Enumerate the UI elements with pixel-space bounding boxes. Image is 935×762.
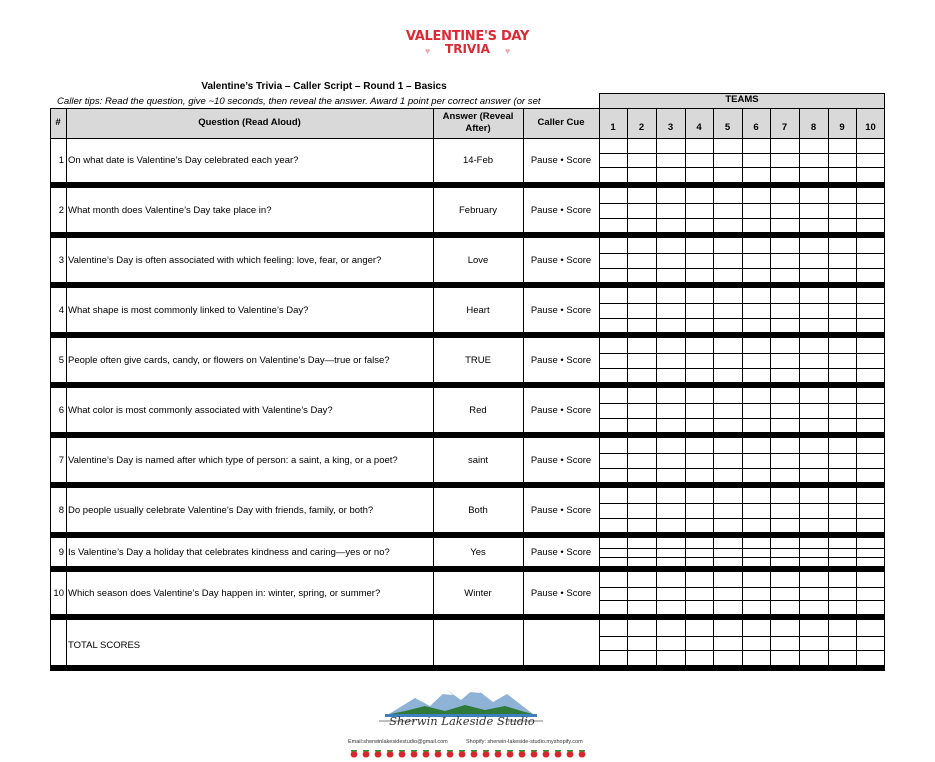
question-number: 1 <box>58 154 64 166</box>
score-cell[interactable] <box>713 189 742 232</box>
score-cell[interactable] <box>828 539 856 566</box>
score-cell[interactable] <box>627 189 656 232</box>
score-cell[interactable] <box>627 489 656 532</box>
score-cell[interactable] <box>627 389 656 432</box>
score-cell[interactable] <box>828 339 856 382</box>
score-cell[interactable] <box>770 339 799 382</box>
studio-name: Sherwin Lakeside Studio <box>389 714 535 728</box>
question-number: 4 <box>58 305 64 316</box>
score-cell[interactable] <box>656 573 685 614</box>
score-cell[interactable] <box>627 539 656 566</box>
question-number: 8 <box>58 505 64 516</box>
team-column-line <box>599 93 600 671</box>
score-cell[interactable] <box>828 489 856 532</box>
column-line <box>66 108 67 671</box>
score-cell[interactable] <box>713 489 742 532</box>
team-header-5: 5 <box>713 108 742 138</box>
question-text: Do people usually celebrate Valentine’s Day with friends, family, or both? <box>68 505 374 516</box>
row-separator <box>50 432 885 438</box>
score-cell[interactable] <box>742 239 770 282</box>
score-cell[interactable] <box>599 189 627 232</box>
score-cell[interactable] <box>799 489 828 532</box>
score-cell[interactable] <box>742 189 770 232</box>
score-cell[interactable] <box>742 339 770 382</box>
header-line <box>599 108 885 109</box>
caller-cue: Pause • Score <box>530 355 592 366</box>
score-cell[interactable] <box>742 289 770 332</box>
strawberry-icon <box>555 750 562 758</box>
strawberry-icon <box>351 750 358 758</box>
strawberry-icon <box>495 750 502 758</box>
team-header-7: 7 <box>770 108 799 138</box>
score-cell[interactable] <box>770 573 799 614</box>
heart-icon: ♥ <box>425 46 431 56</box>
score-cell[interactable] <box>770 389 799 432</box>
score-cell[interactable] <box>656 339 685 382</box>
caller-cue: Pause • Score <box>530 255 592 266</box>
score-cell[interactable] <box>799 289 828 332</box>
strawberry-icon <box>423 750 430 758</box>
question-number: 5 <box>58 355 64 366</box>
shop-link: Shopify: sherwin-lakeside-studio.myshopify.com <box>466 739 583 745</box>
score-cell[interactable] <box>627 339 656 382</box>
total-score-cell[interactable] <box>828 621 856 665</box>
question-number: 2 <box>58 205 64 216</box>
caller-cue: Pause • Score <box>530 405 592 416</box>
strawberry-icon <box>459 750 466 758</box>
score-cell[interactable] <box>685 138 713 182</box>
team-header-10: 10 <box>856 108 885 138</box>
team-header-4: 4 <box>685 108 713 138</box>
caller-cue: Pause • Score <box>530 205 592 216</box>
score-cell[interactable] <box>770 439 799 482</box>
header-teams: TEAMS <box>599 93 885 108</box>
score-cell[interactable] <box>713 439 742 482</box>
strawberry-icon <box>375 750 382 758</box>
score-cell[interactable] <box>799 439 828 482</box>
header-cue: Caller Cue <box>523 108 599 138</box>
total-score-cell[interactable] <box>856 621 885 665</box>
score-cell[interactable] <box>799 239 828 282</box>
answer-text: Yes <box>470 547 486 558</box>
score-cell[interactable] <box>599 573 627 614</box>
score-cell[interactable] <box>713 539 742 566</box>
total-score-cell[interactable] <box>656 621 685 665</box>
score-cell[interactable] <box>770 289 799 332</box>
score-cell[interactable] <box>713 339 742 382</box>
question-number: 10 <box>53 588 64 599</box>
team-header-9: 9 <box>828 108 856 138</box>
score-cell[interactable] <box>770 539 799 566</box>
question-text: What shape is most commonly linked to Valentine’s Day? <box>68 305 309 316</box>
score-cell[interactable] <box>627 439 656 482</box>
question-text: What month does Valentine’s Day take place in? <box>68 205 272 216</box>
score-cell[interactable] <box>599 239 627 282</box>
question-text: Valentine’s Day is named after which type of person: a saint, a king, or a poet? <box>68 455 398 466</box>
score-cell[interactable] <box>742 439 770 482</box>
row-separator <box>50 232 885 238</box>
score-cell[interactable] <box>856 539 885 566</box>
strawberry-icon <box>363 750 370 758</box>
total-score-cell[interactable] <box>770 621 799 665</box>
score-cell[interactable] <box>856 389 885 432</box>
caller-cue: Pause • Score <box>530 505 592 516</box>
team-column-line <box>742 108 743 671</box>
score-cell[interactable] <box>599 439 627 482</box>
score-cell[interactable] <box>856 573 885 614</box>
team-header-1: 1 <box>599 108 627 138</box>
score-cell[interactable] <box>742 573 770 614</box>
team-column-line <box>828 108 829 671</box>
strawberry-icon <box>483 750 490 758</box>
score-cell[interactable] <box>599 539 627 566</box>
row-separator <box>50 566 885 572</box>
score-cell[interactable] <box>685 389 713 432</box>
total-score-cell[interactable] <box>599 621 627 665</box>
total-score-cell[interactable] <box>627 621 656 665</box>
header-line <box>599 93 885 94</box>
total-score-cell[interactable] <box>799 621 828 665</box>
total-score-cell[interactable] <box>685 621 713 665</box>
score-cell[interactable] <box>713 138 742 182</box>
question-number: 9 <box>58 547 64 558</box>
score-cell[interactable] <box>713 389 742 432</box>
strawberry-icon <box>447 750 454 758</box>
team-column-line <box>713 108 714 671</box>
score-cell[interactable] <box>799 189 828 232</box>
question-text: On what date is Valentine’s Day celebrated each year? <box>68 154 299 166</box>
row-separator <box>50 482 885 488</box>
answer-text: 14-Feb <box>462 154 494 166</box>
question-text: Is Valentine’s Day a holiday that celebrates kindness and caring—yes or no? <box>68 547 390 558</box>
column-line <box>433 108 434 671</box>
score-cell[interactable] <box>685 239 713 282</box>
answer-text: Red <box>469 405 487 416</box>
question-text: Valentine’s Day is often associated with which feeling: love, fear, or anger? <box>68 255 382 266</box>
score-cell[interactable] <box>627 138 656 182</box>
strawberry-icon <box>507 750 514 758</box>
score-cell[interactable] <box>799 138 828 182</box>
strawberry-icon <box>519 750 526 758</box>
row-separator <box>50 332 885 338</box>
score-cell[interactable] <box>685 289 713 332</box>
heart-icon: ♥ <box>505 46 511 56</box>
sheet-title: Valentine’s Trivia – Caller Script – Round 1 – Basics <box>201 81 447 92</box>
score-cell[interactable] <box>599 389 627 432</box>
score-cell[interactable] <box>828 389 856 432</box>
score-cell[interactable] <box>856 138 885 182</box>
team-header-6: 6 <box>742 108 770 138</box>
score-cell[interactable] <box>770 189 799 232</box>
header-line <box>50 138 885 139</box>
answer-text: Both <box>468 505 488 516</box>
score-cell[interactable] <box>627 573 656 614</box>
score-cell[interactable] <box>742 489 770 532</box>
score-cell[interactable] <box>828 289 856 332</box>
answer-text: saint <box>467 455 489 466</box>
score-cell[interactable] <box>599 138 627 182</box>
score-cell[interactable] <box>856 489 885 532</box>
score-cell[interactable] <box>713 239 742 282</box>
score-cell[interactable] <box>799 389 828 432</box>
caller-cue: Pause • Score <box>530 455 592 466</box>
score-cell[interactable] <box>799 573 828 614</box>
score-cell[interactable] <box>599 339 627 382</box>
score-cell[interactable] <box>656 289 685 332</box>
score-cell[interactable] <box>627 289 656 332</box>
score-cell[interactable] <box>799 539 828 566</box>
team-column-line <box>656 108 657 671</box>
bottom-border <box>50 665 885 671</box>
score-cell[interactable] <box>685 539 713 566</box>
caller-cue: Pause • Score <box>530 547 592 558</box>
row-separator <box>50 614 885 620</box>
answer-text: Love <box>467 255 489 266</box>
question-number: 6 <box>58 405 64 416</box>
score-cell[interactable] <box>856 339 885 382</box>
score-cell[interactable] <box>856 239 885 282</box>
score-cell[interactable] <box>742 389 770 432</box>
score-cell[interactable] <box>742 539 770 566</box>
header-question: Question (Read Aloud) <box>66 108 433 138</box>
question-text: People often give cards, candy, or flowers on Valentine’s Day—true or false? <box>68 355 390 366</box>
team-column-line <box>856 108 857 671</box>
logo-line-1: VALENTINE'S DAY <box>405 29 530 44</box>
row-separator <box>50 282 885 288</box>
logo-line-2: TRIVIA <box>445 42 490 56</box>
row-separator <box>50 182 885 188</box>
score-cell[interactable] <box>828 239 856 282</box>
answer-text: Winter <box>464 588 492 599</box>
caller-cue: Pause • Score <box>530 305 592 316</box>
question-number: 7 <box>58 455 64 466</box>
row-separator <box>50 382 885 388</box>
score-cell[interactable] <box>656 389 685 432</box>
score-cell[interactable] <box>599 289 627 332</box>
strawberry-icon <box>579 750 586 758</box>
score-cell[interactable] <box>685 489 713 532</box>
strawberry-icon <box>411 750 418 758</box>
strawberry-icon <box>399 750 406 758</box>
header-num: # <box>50 108 66 138</box>
score-cell[interactable] <box>828 439 856 482</box>
score-cell[interactable] <box>656 239 685 282</box>
team-header-2: 2 <box>627 108 656 138</box>
answer-text: February <box>458 205 497 216</box>
strawberry-icon <box>471 750 478 758</box>
score-cell[interactable] <box>713 289 742 332</box>
score-cell[interactable] <box>828 189 856 232</box>
score-cell[interactable] <box>656 539 685 566</box>
strawberry-icon <box>387 750 394 758</box>
header-line <box>50 108 599 109</box>
strawberry-icon <box>531 750 538 758</box>
question-number: 3 <box>58 255 64 266</box>
column-line <box>523 108 524 671</box>
team-column-line <box>770 108 771 671</box>
score-cell[interactable] <box>599 489 627 532</box>
column-line <box>884 93 885 671</box>
total-score-cell[interactable] <box>713 621 742 665</box>
team-column-line <box>799 108 800 671</box>
score-cell[interactable] <box>770 239 799 282</box>
score-cell[interactable] <box>685 439 713 482</box>
team-header-8: 8 <box>799 108 828 138</box>
score-cell[interactable] <box>656 439 685 482</box>
team-column-line <box>685 108 686 671</box>
header-answer: Answer (Reveal After) <box>433 108 523 138</box>
score-cell[interactable] <box>856 289 885 332</box>
score-cell[interactable] <box>685 339 713 382</box>
score-cell[interactable] <box>856 189 885 232</box>
caller-cue: Pause • Score <box>530 154 592 166</box>
score-cell[interactable] <box>828 573 856 614</box>
total-label: TOTAL SCORES <box>68 639 141 651</box>
caller-cue: Pause • Score <box>530 588 592 599</box>
score-cell[interactable] <box>828 138 856 182</box>
caller-tips: Caller tips: Read the question, give ~10 seconds, then reveal the answer. Award 1 point per correct answer (or set <box>57 96 541 107</box>
score-cell[interactable] <box>799 339 828 382</box>
row-separator <box>50 532 885 538</box>
total-score-cell[interactable] <box>742 621 770 665</box>
score-cell[interactable] <box>627 239 656 282</box>
score-cell[interactable] <box>856 439 885 482</box>
score-cell[interactable] <box>770 489 799 532</box>
team-header-3: 3 <box>656 108 685 138</box>
strawberry-icon <box>543 750 550 758</box>
question-text: Which season does Valentine’s Day happen in: winter, spring, or summer? <box>68 588 381 599</box>
score-cell[interactable] <box>656 189 685 232</box>
score-cell[interactable] <box>685 573 713 614</box>
score-cell[interactable] <box>713 573 742 614</box>
score-sheet <box>50 93 885 671</box>
score-cell[interactable] <box>656 138 685 182</box>
strawberry-icon <box>435 750 442 758</box>
question-text: What color is most commonly associated with Valentine’s Day? <box>68 405 333 416</box>
strawberry-icon <box>567 750 574 758</box>
score-cell[interactable] <box>685 189 713 232</box>
contact-email: Email:sherwinlakesidestudio@gmail.com <box>348 739 448 745</box>
score-cell[interactable] <box>656 489 685 532</box>
answer-text: Heart <box>466 305 490 316</box>
score-cell[interactable] <box>742 138 770 182</box>
trivia-logo <box>0 30 935 55</box>
column-line <box>50 108 51 671</box>
strawberry-border <box>348 749 588 758</box>
team-column-line <box>627 108 628 671</box>
answer-text: TRUE <box>465 355 491 366</box>
score-cell[interactable] <box>770 138 799 182</box>
